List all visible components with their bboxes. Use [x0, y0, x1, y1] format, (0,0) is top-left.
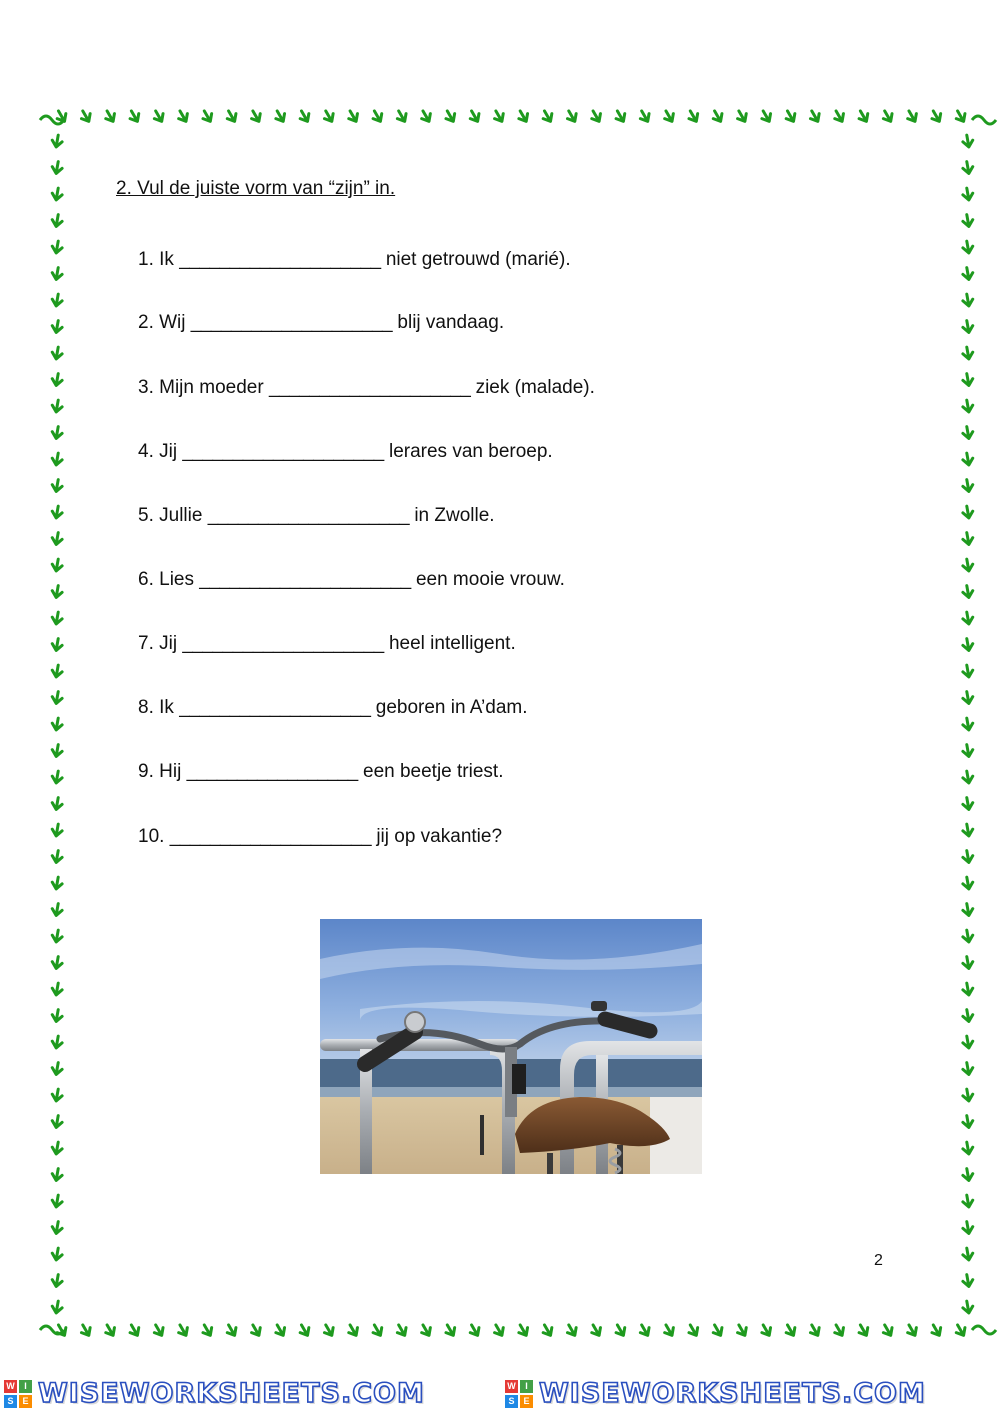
vine-leaf-icon [962, 532, 974, 546]
vine-leaf-icon [492, 1322, 507, 1337]
exercise-item-7 [138, 632, 516, 656]
vine-leaf-icon [613, 1322, 628, 1337]
vine-leaf-icon [51, 1035, 63, 1049]
watermark-banner [0, 1372, 1000, 1413]
vine-leaf-icon [51, 346, 63, 360]
vine-leaf-icon [962, 1274, 974, 1288]
vine-leaf-icon [51, 1300, 63, 1314]
vine-leaf-icon [51, 187, 63, 201]
vine-leaf-icon [51, 558, 63, 572]
vine-leaf-icon [880, 108, 895, 123]
vine-leaf-icon [51, 479, 63, 493]
vine-leaf-icon [249, 108, 264, 123]
vine-leaf-icon [962, 187, 974, 201]
vine-leaf-icon [962, 505, 974, 519]
vine-leaf-icon [103, 1322, 118, 1337]
vine-leaf-icon [962, 426, 974, 440]
vine-leaf-icon [962, 797, 974, 811]
vine-leaf-icon [51, 664, 63, 678]
vine-leaf-icon [962, 611, 974, 625]
answer-blank[interactable]: ____________________ [190, 312, 393, 333]
answer-blank[interactable]: ____________________ [268, 377, 471, 398]
vine-leaf-icon [200, 108, 215, 123]
vine-leaf-icon [297, 108, 312, 123]
vine-leaf-icon [51, 1221, 63, 1235]
vine-leaf-icon [51, 1009, 63, 1023]
vine-leaf-icon [51, 161, 63, 175]
vine-leaf-icon [856, 1322, 871, 1337]
vine-leaf-icon [962, 982, 974, 996]
vine-leaf-icon [346, 108, 361, 123]
vine-leaf-icon [51, 214, 63, 228]
vine-leaf-icon [783, 1322, 798, 1337]
vine-leaf-icon [962, 1009, 974, 1023]
vine-leaf-icon [962, 691, 974, 705]
item-suffix: niet getrouwd (marié). [385, 249, 571, 270]
vine-leaf-icon [962, 267, 974, 281]
vine-leaf-icon [51, 638, 63, 652]
vine-leaf-icon [273, 1322, 288, 1337]
vine-leaf-icon [516, 108, 531, 123]
vine-leaf-icon [151, 1322, 166, 1337]
vine-leaf-icon [176, 108, 191, 123]
vine-leaf-icon [224, 1322, 239, 1337]
item-prefix: 7. Jij [138, 633, 178, 654]
vine-leaf-icon [564, 1322, 579, 1337]
vine-leaf-icon [962, 956, 974, 970]
vine-leaf-icon [832, 108, 847, 123]
watermark-text: WISEWORKSHEETS.COM [38, 1378, 425, 1409]
vine-leaf-icon [807, 1322, 822, 1337]
vine-leaf-icon [51, 320, 63, 334]
vine-leaf-icon [51, 850, 63, 864]
vine-leaf-icon [176, 1322, 191, 1337]
vine-leaf-icon [51, 134, 63, 148]
vine-leaf-icon [51, 1194, 63, 1208]
vine-leaf-icon [51, 293, 63, 307]
bicycle-beach-photo [320, 919, 702, 1174]
vine-leaf-icon [51, 452, 63, 466]
vine-leaf-icon [103, 108, 118, 123]
item-prefix: 3. Mijn moeder [138, 377, 264, 398]
vine-leaf-icon [51, 267, 63, 281]
item-prefix: 1. Ik [138, 249, 174, 270]
vine-leaf-icon [686, 1322, 701, 1337]
item-prefix: 10. [138, 826, 165, 847]
exercise-item-9 [138, 760, 503, 784]
item-suffix: lerares van beroep. [388, 441, 553, 462]
vine-leaf-icon [962, 214, 974, 228]
vine-leaf-icon [540, 1322, 555, 1337]
vine-leaf-icon [929, 1322, 944, 1337]
vine-leaf-icon [51, 876, 63, 890]
answer-blank[interactable]: ____________________ [179, 249, 381, 270]
vine-leaf-icon [200, 1322, 215, 1337]
vine-leaf-icon [905, 1322, 920, 1337]
vine-leaf-icon [783, 108, 798, 123]
vine-leaf-icon [51, 903, 63, 917]
item-prefix: 5. Jullie [138, 505, 203, 526]
vine-leaf-icon [564, 108, 579, 123]
vine-leaf-icon [929, 108, 944, 123]
vine-leaf-icon [443, 1322, 458, 1337]
vine-leaf-icon [962, 744, 974, 758]
vine-leaf-icon [51, 426, 63, 440]
vine-leaf-icon [297, 1322, 312, 1337]
logo-cube-icon: W I S E [4, 1380, 32, 1408]
answer-blank[interactable]: _________________ [186, 761, 358, 782]
item-prefix: 8. Ik [138, 697, 174, 718]
item-prefix: 2. Wij [138, 312, 186, 333]
vine-leaf-icon [962, 452, 974, 466]
vine-leaf-icon [224, 108, 239, 123]
vine-curl-icon [972, 116, 996, 124]
vine-leaf-icon [492, 108, 507, 123]
vine-leaf-icon [962, 240, 974, 254]
vine-leaf-icon [662, 108, 677, 123]
vine-leaf-icon [51, 240, 63, 254]
exercise-item-10 [138, 825, 502, 849]
item-suffix: heel intelligent. [388, 633, 516, 654]
vine-leaf-icon [637, 1322, 652, 1337]
vine-leaf-icon [962, 558, 974, 572]
vine-leaf-icon [467, 1322, 482, 1337]
vine-leaf-icon [710, 108, 725, 123]
vine-leaf-icon [962, 161, 974, 175]
vine-leaf-icon [962, 1300, 974, 1314]
vine-leaf-icon [370, 108, 385, 123]
vine-leaf-icon [394, 1322, 409, 1337]
vine-leaf-icon [540, 108, 555, 123]
vine-leaf-icon [962, 373, 974, 387]
vine-leaf-icon [962, 770, 974, 784]
vine-leaf-icon [962, 1088, 974, 1102]
vine-leaf-icon [51, 585, 63, 599]
vine-leaf-icon [321, 108, 336, 123]
answer-blank[interactable]: ____________________ [182, 441, 384, 462]
vine-leaf-icon [51, 1115, 63, 1129]
vine-leaf-icon [346, 1322, 361, 1337]
vine-leaf-icon [962, 929, 974, 943]
exercise-item-1 [138, 248, 571, 272]
vine-curl-icon [972, 1326, 996, 1334]
vine-leaf-icon [51, 373, 63, 387]
vine-leaf-icon [321, 1322, 336, 1337]
vine-leaf-icon [953, 1322, 968, 1337]
vine-leaf-icon [856, 108, 871, 123]
vine-leaf-icon [962, 1168, 974, 1182]
vine-leaf-icon [394, 108, 409, 123]
answer-blank[interactable]: ____________________ [169, 826, 372, 847]
vine-leaf-icon [962, 479, 974, 493]
exercise-item-5 [138, 504, 495, 528]
vine-leaf-icon [516, 1322, 531, 1337]
exercise-item-6 [138, 568, 565, 592]
item-suffix: ziek (malade). [475, 377, 595, 398]
vine-leaf-icon [759, 108, 774, 123]
vine-leaf-icon [51, 823, 63, 837]
page-number: 2 [874, 1252, 883, 1269]
vine-leaf-icon [962, 585, 974, 599]
vine-leaf-icon [51, 1141, 63, 1155]
item-suffix: jij op vakantie? [376, 826, 503, 847]
vine-leaf-icon [962, 823, 974, 837]
vine-leaf-icon [962, 293, 974, 307]
vine-leaf-icon [127, 108, 142, 123]
vine-leaf-icon [589, 108, 604, 123]
vine-leaf-icon [686, 108, 701, 123]
vine-leaf-icon [962, 1194, 974, 1208]
vine-leaf-icon [127, 1322, 142, 1337]
vine-leaf-icon [962, 1062, 974, 1076]
vine-leaf-icon [962, 850, 974, 864]
vine-leaf-icon [51, 770, 63, 784]
vine-leaf-icon [419, 108, 434, 123]
vine-leaf-icon [962, 320, 974, 334]
vine-leaf-icon [710, 1322, 725, 1337]
vine-leaf-icon [419, 1322, 434, 1337]
vine-leaf-icon [51, 1274, 63, 1288]
exercise-item-4 [138, 440, 553, 464]
vine-leaf-icon [759, 1322, 774, 1337]
item-prefix: 4. Jij [138, 441, 178, 462]
watermark-text: WISEWORKSHEETS.COM [539, 1378, 926, 1409]
vine-leaf-icon [51, 797, 63, 811]
watermark-logo-2 [505, 1378, 926, 1409]
vine-leaf-icon [962, 903, 974, 917]
answer-blank[interactable]: ___________________ [179, 697, 371, 718]
vine-leaf-icon [735, 108, 750, 123]
item-suffix: een mooie vrouw. [415, 569, 565, 590]
vine-leaf-icon [443, 108, 458, 123]
answer-blank[interactable]: _____________________ [199, 569, 411, 590]
vine-leaf-icon [637, 108, 652, 123]
vine-leaf-icon [51, 929, 63, 943]
vine-leaf-icon [962, 717, 974, 731]
exercise-item-3 [138, 376, 595, 400]
vine-leaf-icon [51, 744, 63, 758]
vine-leaf-icon [51, 611, 63, 625]
vine-leaf-icon [467, 108, 482, 123]
vine-leaf-icon [51, 956, 63, 970]
vine-leaf-icon [51, 399, 63, 413]
watermark-logo-1 [4, 1378, 425, 1409]
vine-leaf-icon [962, 876, 974, 890]
answer-blank[interactable]: ____________________ [182, 633, 384, 654]
vine-leaf-icon [151, 108, 166, 123]
exercise-heading: 2. Vul de juiste vorm van “zijn” in. [116, 178, 396, 199]
item-prefix: 9. Hij [138, 761, 182, 782]
vine-leaf-icon [807, 108, 822, 123]
item-suffix: geboren in A’dam. [375, 697, 528, 718]
vine-leaf-icon [273, 108, 288, 123]
vine-leaf-icon [51, 1062, 63, 1076]
vine-leaf-icon [51, 1088, 63, 1102]
vine-leaf-icon [51, 1247, 63, 1261]
vine-leaf-icon [51, 691, 63, 705]
item-suffix: een beetje triest. [363, 761, 504, 782]
vine-leaf-icon [51, 505, 63, 519]
vine-leaf-icon [249, 1322, 264, 1337]
item-suffix: blij vandaag. [397, 312, 505, 333]
vine-leaf-icon [51, 1168, 63, 1182]
vine-leaf-icon [370, 1322, 385, 1337]
vine-leaf-icon [962, 1115, 974, 1129]
vine-leaf-icon [962, 1221, 974, 1235]
vine-leaf-icon [51, 532, 63, 546]
vine-leaf-icon [880, 1322, 895, 1337]
vine-leaf-icon [962, 134, 974, 148]
item-prefix: 6. Lies [138, 569, 194, 590]
vine-leaf-icon [962, 399, 974, 413]
vine-leaf-icon [832, 1322, 847, 1337]
vine-leaf-icon [962, 638, 974, 652]
vine-leaf-icon [662, 1322, 677, 1337]
logo-cube-icon: W I S E [505, 1380, 533, 1408]
vine-leaf-icon [735, 1322, 750, 1337]
vine-leaf-icon [905, 108, 920, 123]
item-suffix: in Zwolle. [414, 505, 495, 526]
vine-leaf-icon [962, 1247, 974, 1261]
vine-leaf-icon [51, 982, 63, 996]
vine-leaf-icon [51, 717, 63, 731]
exercise-item-8 [138, 696, 528, 720]
vine-leaf-icon [962, 346, 974, 360]
vine-leaf-icon [54, 1322, 69, 1337]
exercise-item-2 [138, 311, 504, 335]
vine-leaf-icon [589, 1322, 604, 1337]
vine-leaf-icon [78, 1322, 93, 1337]
answer-blank[interactable]: ____________________ [207, 505, 410, 526]
vine-leaf-icon [613, 108, 628, 123]
vine-leaf-icon [962, 1141, 974, 1155]
vine-leaf-icon [953, 108, 968, 123]
vine-leaf-icon [78, 108, 93, 123]
vine-leaf-icon [962, 1035, 974, 1049]
vine-leaf-icon [962, 664, 974, 678]
